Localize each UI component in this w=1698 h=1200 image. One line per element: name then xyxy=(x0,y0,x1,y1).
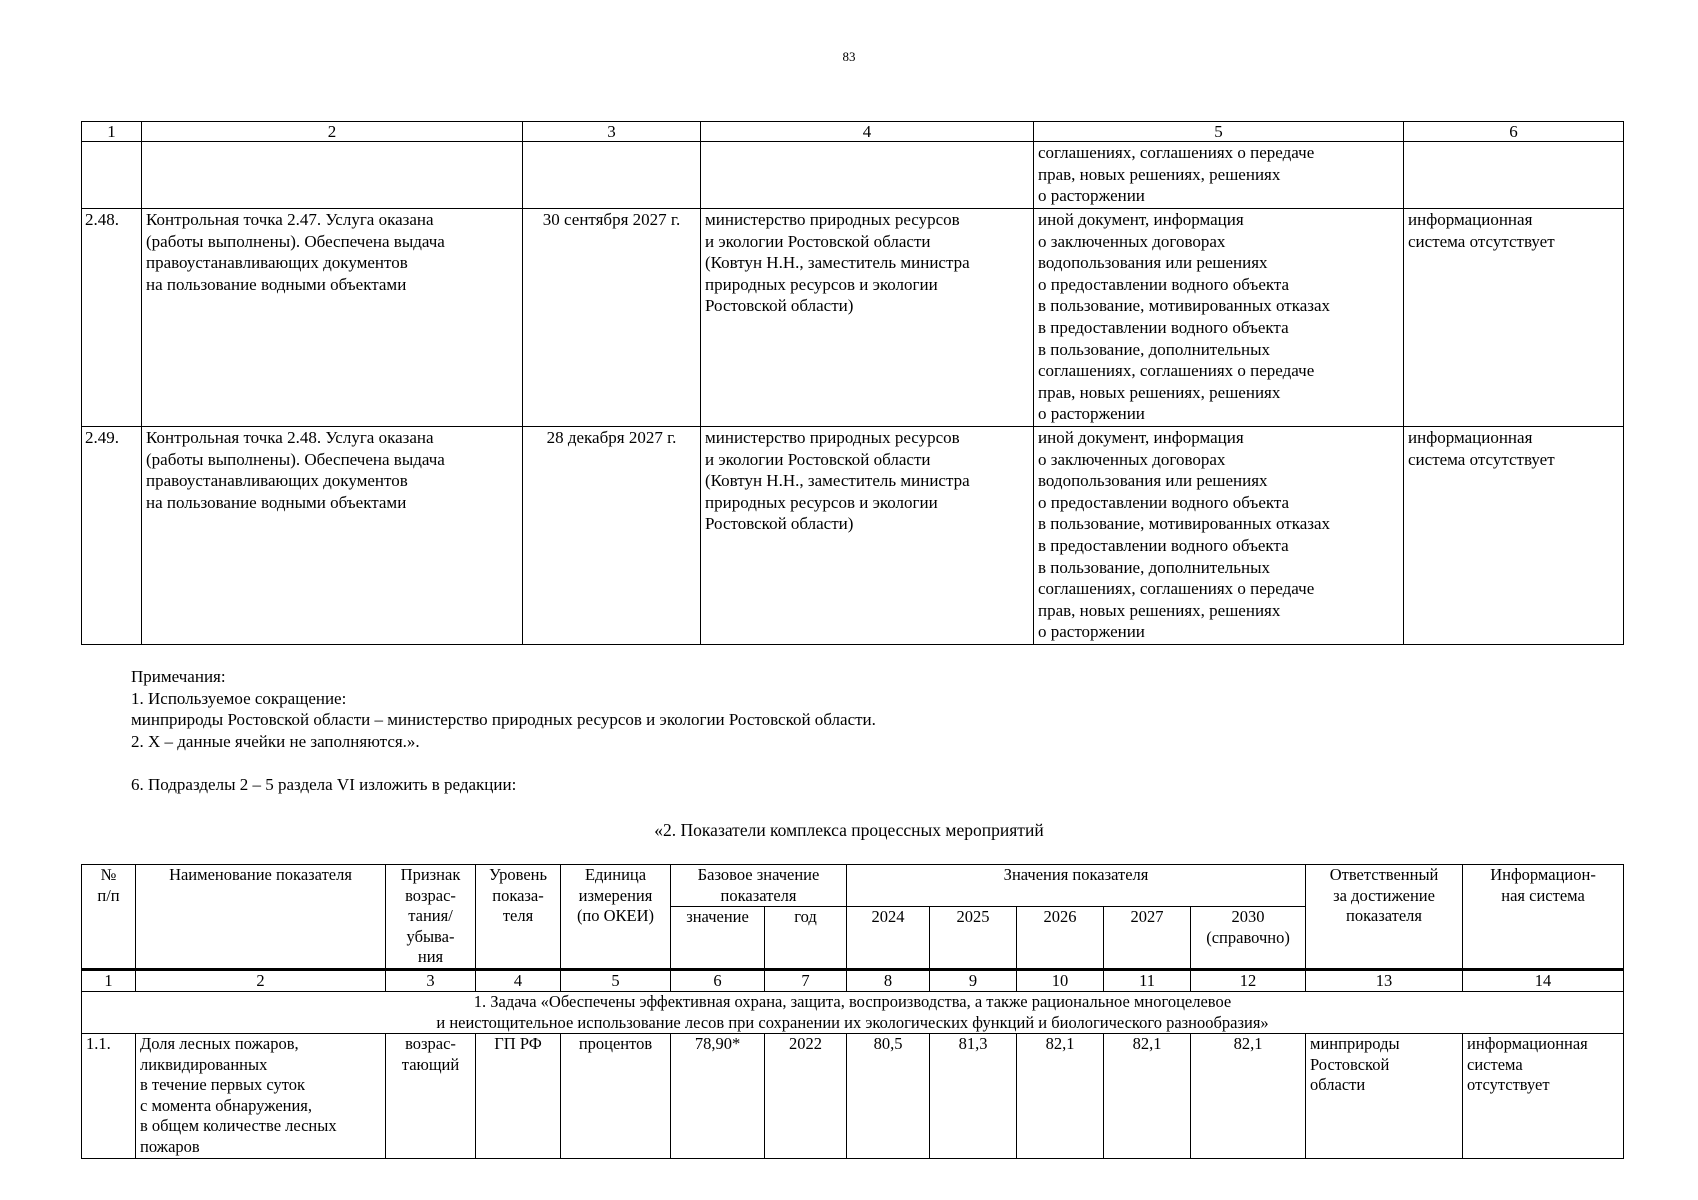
header-values: Значения показателя xyxy=(847,865,1306,907)
control-point-name: Контрольная точка 2.47. Услуга оказана (работы выполнены). Обеспечена выдача правоустанавливающих документов на пользование водными объектами xyxy=(142,209,523,427)
index-cell: 3 xyxy=(386,969,476,992)
continuation-text: соглашениях, соглашениях о передаче прав, новых решениях, решениях о расторжении xyxy=(1034,142,1404,209)
index-cell: 9 xyxy=(930,969,1017,992)
index-cell: 14 xyxy=(1463,969,1624,992)
header-year-reference: 2030 (справочно) xyxy=(1191,907,1306,970)
header-level: Уровень показа- теля xyxy=(476,865,561,970)
index-cell: 11 xyxy=(1104,969,1191,992)
information-system: информационная система отсутствует xyxy=(1463,1034,1624,1159)
header-num: № п/п xyxy=(82,865,136,970)
index-cell: 6 xyxy=(671,969,765,992)
indicator-level: ГП РФ xyxy=(476,1034,561,1159)
table2-index-row xyxy=(82,969,1624,992)
task-row xyxy=(82,992,1624,1034)
confirming-document: иной документ, информация о заключенных договорах водопользования или решениях о предоставлении водного объекта в пользование, мотивированных отказах в предоставлении водного объекта в пользование, дополнительных соглашениях, соглашениях о передаче прав, новых решениях, решениях о расторжении xyxy=(1034,209,1404,427)
table1-header-cell: 2 xyxy=(142,122,523,142)
control-point-name: Контрольная точка 2.48. Услуга оказана (работы выполнены). Обеспечена выдача правоустанавливающих документов на пользование водными объектами xyxy=(142,427,523,645)
header-year: 2024 xyxy=(847,907,930,970)
responsible-body: минприроды Ростовской области xyxy=(1306,1034,1463,1159)
confirming-document: иной документ, информация о заключенных договорах водопользования или решениях о предоставлении водного объекта в пользование, мотивированных отказах в предоставлении водного объекта в пользование, дополнительных соглашениях, соглашениях о передаче прав, новых решениях, решениях о расторжении xyxy=(1034,427,1404,645)
note-item: минприроды Ростовской области – министерство природных ресурсов и экологии Ростовской области. xyxy=(131,710,876,729)
notes-block xyxy=(131,666,876,752)
table1-header-cell: 1 xyxy=(82,122,142,142)
header-indicator-name: Наименование показателя xyxy=(136,865,386,970)
table1-header-cell: 6 xyxy=(1404,122,1624,142)
note-item: 2. Х – данные ячейки не заполняются.». xyxy=(131,731,420,751)
indicator-unit: процентов xyxy=(561,1034,671,1159)
value-cell: 80,5 xyxy=(847,1034,930,1159)
table-row xyxy=(82,427,1624,645)
control-points-table xyxy=(81,121,1624,645)
index-cell: 13 xyxy=(1306,969,1463,992)
indicator-name: Доля лесных пожаров, ликвидированных в течение первых суток с момента обнаружения, в общем количестве лесных пожаров xyxy=(136,1034,386,1159)
row-number: 1.1. xyxy=(82,1034,136,1159)
table1-header-cell: 4 xyxy=(701,122,1034,142)
header-year: 2025 xyxy=(930,907,1017,970)
table-row xyxy=(82,1034,1624,1159)
table-row xyxy=(82,209,1624,427)
table1-header-cell: 5 xyxy=(1034,122,1404,142)
index-cell: 1 xyxy=(82,969,136,992)
amendment-text: 6. Подразделы 2 – 5 раздела VI изложить в редакции: xyxy=(131,775,517,794)
row-number: 2.49. xyxy=(82,427,142,645)
base-year: 2022 xyxy=(765,1034,847,1159)
header-trend: Признак возрас- тания/ убыва- ния xyxy=(386,865,476,970)
responsible-executor: министерство природных ресурсов и экологии Ростовской области (Ковтун Н.Н., заместитель министра природных ресурсов и экологии Ростовской области) xyxy=(701,427,1034,645)
deadline-date: 28 декабря 2027 г. xyxy=(523,427,701,645)
value-cell: 82,1 xyxy=(1017,1034,1104,1159)
indicator-trend: возрас- тающий xyxy=(386,1034,476,1159)
index-cell: 8 xyxy=(847,969,930,992)
notes-title: Примечания: xyxy=(131,667,226,686)
index-cell: 7 xyxy=(765,969,847,992)
value-cell: 82,1 xyxy=(1104,1034,1191,1159)
header-year: 2026 xyxy=(1017,907,1104,970)
index-cell: 2 xyxy=(136,969,386,992)
index-cell: 10 xyxy=(1017,969,1104,992)
information-system: информационная система отсутствует xyxy=(1404,209,1624,427)
index-cell: 12 xyxy=(1191,969,1306,992)
table1-header-row xyxy=(82,122,1624,142)
header-info-system: Информацион- ная система xyxy=(1463,865,1624,970)
base-value: 78,90* xyxy=(671,1034,765,1159)
table1-header-cell: 3 xyxy=(523,122,701,142)
header-unit: Единица измерения (по ОКЕИ) xyxy=(561,865,671,970)
value-cell: 82,1 xyxy=(1191,1034,1306,1159)
table2-header-row xyxy=(82,865,1624,907)
index-cell: 4 xyxy=(476,969,561,992)
task-title: 1. Задача «Обеспечены эффективная охрана, защита, воспроизводства, а также рациональное многоцелевое и неистощительное использование лесов при сохранении их экологических функций и биологического разнообразия» xyxy=(82,992,1624,1034)
header-base-value: Базовое значение показателя xyxy=(671,865,847,907)
section-title: «2. Показатели комплекса процессных мероприятий xyxy=(654,820,1044,840)
header-base-year: год xyxy=(765,907,847,970)
index-cell: 5 xyxy=(561,969,671,992)
header-base-value-value: значение xyxy=(671,907,765,970)
note-item: 1. Используемое сокращение: xyxy=(131,688,347,708)
responsible-executor: министерство природных ресурсов и экологии Ростовской области (Ковтун Н.Н., заместитель министра природных ресурсов и экологии Ростовской области) xyxy=(701,209,1034,427)
header-year: 2027 xyxy=(1104,907,1191,970)
row-number: 2.48. xyxy=(82,209,142,427)
information-system: информационная система отсутствует xyxy=(1404,427,1624,645)
deadline-date: 30 сентября 2027 г. xyxy=(523,209,701,427)
indicators-table xyxy=(81,864,1624,1159)
header-responsible: Ответственный за достижение показателя xyxy=(1306,865,1463,970)
page-number: 83 xyxy=(842,49,856,64)
value-cell: 81,3 xyxy=(930,1034,1017,1159)
table1-continuation-row xyxy=(82,142,1624,209)
